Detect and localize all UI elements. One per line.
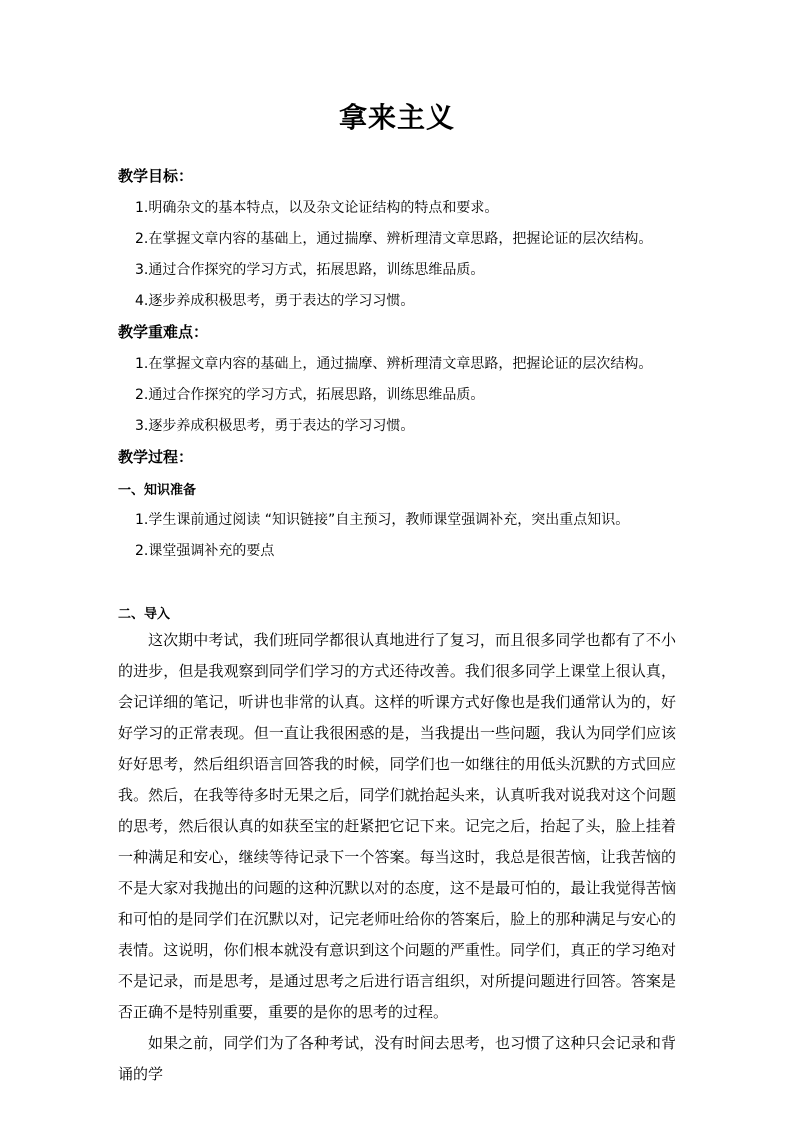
part1-item-1: 1.学生课前通过阅读 “知识链接”自主预习，教师课堂强调补充，突出重点知识。 <box>135 512 630 528</box>
objectives-heading: 教学目标： <box>118 167 194 185</box>
key-point-item-3: 3.逐步养成积极思考，勇于表达的学习习惯。 <box>135 418 415 434</box>
objective-item-4: 4.逐步养成积极思考，勇于表达的学习习惯。 <box>135 293 415 309</box>
part1-heading: 一、知识准备 <box>118 483 197 498</box>
objective-item-1: 1.明确杂文的基本特点，以及杂文论证结构的特点和要求。 <box>135 200 499 216</box>
part2-heading: 二、导入 <box>118 607 171 622</box>
document-title: 拿来主义 <box>338 101 455 134</box>
objective-item-3: 3.通过合作探究的学习方式，拓展思路，训练思维品质。 <box>135 262 485 278</box>
part1-item-2: 2.课堂强调补充的要点 <box>135 543 275 559</box>
process-heading: 教学过程： <box>118 448 194 466</box>
key-point-item-1: 1.在掌握文章内容的基础上，通过揣摩、辨析理清文章思路，把握论证的层次结构。 <box>135 356 653 372</box>
key-points-heading: 教学重难点： <box>118 323 209 341</box>
intro-paragraph-1: 这次期中考试，我们班同学都很认真地进行了复习，而且很多同学也都有了不小的进步，但是我观察到同学们学习的方式还待改善。我们很多同学上课堂上很认真，会记详细的笔记，听讲也非常的认真。这样的听课方式好像也是我们通常认为的，好好学习的正常表现。但一直让我很困惑的是，当我提出一些问题，我认为同学们应该好好思考，然后组织语言回答我的时候，同学们也一如继往的用低头沉默的方式回应我。然后，在我等待多时无果之后，同学们就抬起头来，认真听我对说我对这个问题的思考，然后很认真的如获至宝的赶紧把它记下来。记完之后，抬起了头，脸上挂着一种满足和安心，继续等待记录下一个答案。每当这时，我总是很苦恼，让我苦恼的不是大家对我抛出的问题的这种沉默以对的态度，这不是最可怕的，最让我觉得苦恼和可怕的是同学们在沉默以对，记完老师吐给你的答案后，脸上的那种满足与安心的表情。这说明，你们根本就没有意识到这个问题的严重性。同学们，真正的学习绝对不是记录，而是思考，是通过思考之后进行语言组织，对所提问题进行回答。答案是否正确不是特别重要，重要的是你的思考的过程。 <box>118 631 676 1021</box>
objective-item-2: 2.在掌握文章内容的基础上，通过揣摩、辨析理清文章思路，把握论证的层次结构。 <box>135 231 653 247</box>
intro-body <box>118 625 676 1090</box>
key-point-item-2: 2.通过合作探究的学习方式，拓展思路，训练思维品质。 <box>135 387 485 403</box>
intro-paragraph-2: 如果之前，同学们为了各种考试，没有时间去思考，也习惯了这种只会记录和背诵的学 <box>118 1034 676 1083</box>
